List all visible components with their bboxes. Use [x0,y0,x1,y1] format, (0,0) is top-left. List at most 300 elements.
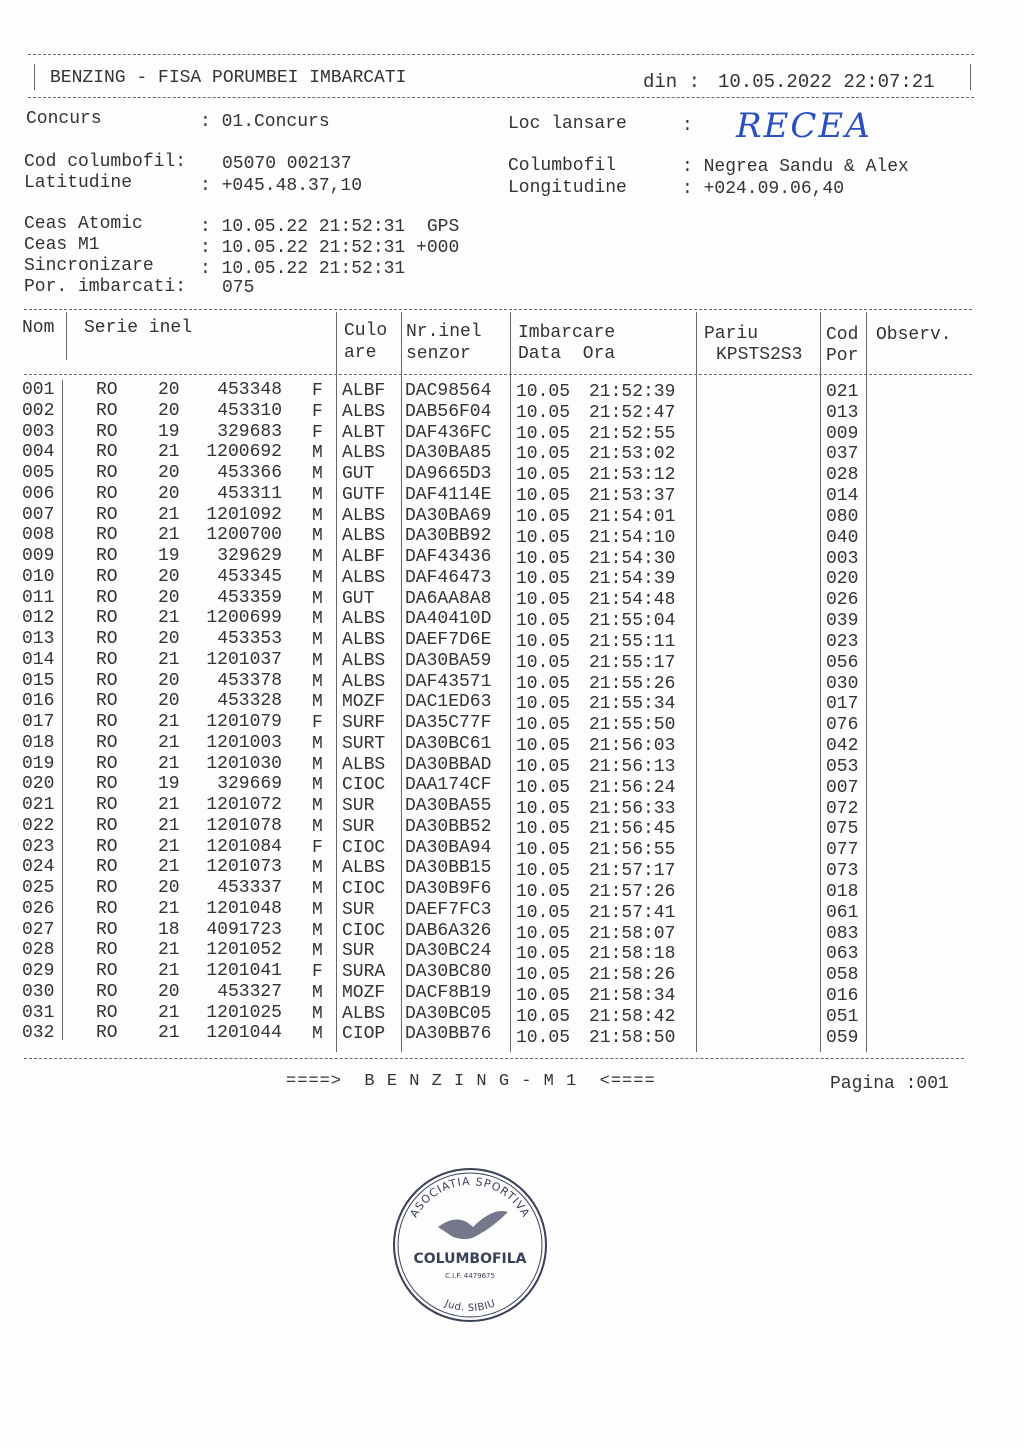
cell-nom: 009 [22,546,55,566]
cell-date: 10.05 [516,1027,571,1048]
cell-ring-number: 1201052 [206,940,282,961]
cell-country: RO [96,421,118,442]
cell-country: RO [96,857,118,878]
cell-year: 18 [158,919,180,940]
cell-nom: 014 [22,649,55,670]
divider [696,312,697,1052]
cell-time: 21:58:18 [589,944,676,965]
cell-time: 21:54:30 [589,548,676,569]
cell-sex: M [312,879,323,899]
cell-cod-por: 073 [826,861,859,882]
cell-country: RO [96,774,118,795]
cell-ring-number: 1201073 [206,857,282,878]
cell-cod-por: 040 [826,527,859,548]
cell-sex: M [312,692,323,713]
divider [866,312,867,1052]
cell-cod-por: 058 [826,965,859,986]
cell-color: ALBS [342,609,386,630]
cell-nom: 002 [22,400,55,421]
cell-country: RO [96,483,118,504]
imbarcati-label: Por. imbarcati: [24,277,187,297]
cell-sensor-id: DA30BA69 [405,505,492,526]
cell-cod-por: 021 [826,382,859,402]
cell-time: 21:57:26 [589,881,676,902]
cell-ring-number: 1201025 [206,1002,282,1023]
cell-ring-number: 1201044 [206,1023,282,1044]
cell-cod-por: 042 [826,736,859,757]
cell-country: RO [96,815,118,836]
cell-year: 19 [158,421,180,442]
cell-sex: M [312,816,323,837]
cell-country: RO [96,380,118,400]
cell-year: 21 [158,857,180,878]
cell-year: 20 [158,878,180,898]
cell-sensor-id: DAC1ED63 [405,692,492,713]
cell-ring-number: 329683 [217,421,282,442]
cell-sex: F [312,401,323,422]
cell-ring-number: 1200700 [206,525,282,546]
cell-ring-number: 1201078 [206,815,282,836]
col-header-culoare-2: are [344,343,377,363]
svg-text:ASOCIATIA SPORTIVA [407,1175,532,1220]
cell-cod-por: 051 [826,1006,859,1027]
cell-nom: 022 [22,815,55,836]
cell-time: 21:58:07 [589,923,676,944]
cell-cod-por: 014 [826,486,859,507]
cell-year: 21 [158,732,180,753]
cell-time: 21:53:37 [589,486,676,507]
sincronizare-value: : 10.05.22 21:52:31 [200,259,406,279]
col-header-pariu: Pariu [704,324,759,344]
cell-sex: M [312,650,323,671]
cell-time: 21:54:10 [589,527,676,548]
cell-nom: 029 [22,961,55,981]
cell-year: 21 [158,940,180,961]
cell-sensor-id: DA30BB52 [405,816,492,837]
handwritten-location: RECEA [736,106,872,146]
cell-country: RO [96,442,118,463]
cell-nom: 008 [22,525,55,546]
divider [24,1058,964,1059]
cell-time: 21:56:13 [589,756,676,777]
cell-country: RO [96,400,118,421]
cell-year: 20 [158,670,180,691]
cell-ring-number: 329669 [217,774,282,795]
cell-nom: 007 [22,504,55,525]
cell-country: RO [96,525,118,546]
cell-year: 21 [158,712,180,732]
cell-year: 21 [158,815,180,836]
cell-color: ALBS [342,671,386,692]
cell-time: 21:56:24 [589,777,676,798]
cell-sensor-id: DA30BA55 [405,796,492,816]
cell-sensor-id: DA9665D3 [405,464,492,484]
cell-cod-por: 003 [826,548,859,569]
cell-sensor-id: DA35C77F [405,713,492,733]
cell-ring-number: 1201048 [206,898,282,919]
divider [336,312,337,1052]
cell-date: 10.05 [516,402,571,423]
cell-sex: M [312,796,323,816]
cell-sex: M [312,526,323,547]
cell-sensor-id: DA30BB92 [405,526,492,547]
cell-sex: M [312,464,323,484]
svg-text:Jud. SIBIU [442,1298,497,1314]
stamp-main-text: COLUMBOFILA [413,1251,527,1267]
col-header-senzor: senzor [406,344,471,364]
cell-cod-por: 076 [826,715,859,736]
cell-nom: 028 [22,940,55,961]
page-number: Pagina :001 [830,1074,949,1094]
cell-country: RO [96,753,118,774]
cell-sensor-id: DAF46473 [405,567,492,588]
cell-nom: 005 [22,463,55,483]
divider [34,64,35,90]
cell-time: 21:52:47 [589,402,676,423]
cell-cod-por: 026 [826,590,859,611]
cell-cod-por: 072 [826,798,859,819]
cell-year: 21 [158,836,180,857]
cell-ring-number: 453359 [217,587,282,608]
cell-sex: M [312,630,323,650]
cell-nom: 015 [22,670,55,691]
cell-ring-number: 1200692 [206,442,282,463]
cell-date: 10.05 [516,840,571,861]
cell-date: 10.05 [516,736,571,757]
cell-cod-por: 007 [826,777,859,798]
cell-sex: M [312,899,323,920]
cell-sensor-id: DAA174CF [405,775,492,796]
cell-country: RO [96,940,118,961]
cell-color: ALBS [342,401,386,422]
cell-year: 21 [158,608,180,629]
cell-country: RO [96,546,118,566]
cell-sensor-id: DACF8B19 [405,982,492,1003]
ceas-m1-label: Ceas M1 [24,235,100,255]
cell-nom: 023 [22,836,55,857]
cell-cod-por: 077 [826,840,859,861]
cell-year: 20 [158,380,180,400]
cell-sex: M [312,982,323,1003]
cell-time: 21:58:42 [589,1006,676,1027]
cell-sex: M [312,547,323,567]
cell-time: 21:56:45 [589,819,676,840]
cell-nom: 026 [22,898,55,919]
cell-cod-por: 030 [826,673,859,694]
cell-ring-number: 4091723 [206,919,282,940]
cod-label: Cod columbofil: [24,152,187,172]
cell-nom: 031 [22,1002,55,1023]
cell-time: 21:55:11 [589,631,676,652]
cell-color: ALBS [342,567,386,588]
cell-ring-number: 453348 [217,380,282,400]
cell-nom: 021 [22,795,55,815]
association-stamp [390,1165,550,1325]
cell-date: 10.05 [516,986,571,1007]
cell-color: ALBS [342,1003,386,1024]
cell-ring-number: 1201030 [206,753,282,774]
cell-time: 21:56:55 [589,840,676,861]
cell-date: 10.05 [516,881,571,902]
cell-country: RO [96,795,118,815]
cell-time: 21:55:34 [589,694,676,715]
cell-date: 10.05 [516,444,571,465]
cell-sex: M [312,671,323,692]
cell-date: 10.05 [516,798,571,819]
cell-nom: 001 [22,380,55,400]
cell-cod-por: 059 [826,1027,859,1048]
cell-nom: 004 [22,442,55,463]
cell-sensor-id: DAF4114E [405,484,492,505]
cell-cod-por: 016 [826,986,859,1007]
cell-color: GUTF [342,484,386,505]
loc-label: Loc lansare [508,114,627,134]
cell-date: 10.05 [516,611,571,632]
cell-ring-number: 453353 [217,629,282,649]
cell-country: RO [96,1002,118,1023]
date-value: 10.05.2022 22:07:21 [718,71,935,93]
cell-ring-number: 453366 [217,463,282,483]
cell-date: 10.05 [516,715,571,736]
cell-color: CIOC [342,920,386,941]
cell-time: 21:54:01 [589,506,676,527]
cell-ring-number: 453345 [217,566,282,587]
cell-time: 21:58:50 [589,1027,676,1048]
latitude-label: Latitudine [24,173,133,193]
cell-country: RO [96,732,118,753]
cell-cod-por: 075 [826,819,859,840]
cell-nom: 016 [22,691,55,712]
cell-sex: M [312,941,323,962]
cell-cod-por: 013 [826,402,859,423]
cell-cod-por: 063 [826,944,859,965]
cell-sensor-id: DA30BC61 [405,733,492,754]
cell-date: 10.05 [516,861,571,882]
cell-color: SURT [342,733,386,754]
cell-country: RO [96,691,118,712]
cell-sensor-id: DA30BC05 [405,1003,492,1024]
cell-sensor-id: DAF436FC [405,422,492,443]
cell-year: 20 [158,629,180,649]
cell-nom: 011 [22,587,55,608]
cell-country: RO [96,712,118,732]
cell-sex: M [312,443,323,464]
cell-year: 20 [158,400,180,421]
cell-sex: M [312,733,323,754]
cell-sensor-id: DA30BB76 [405,1024,492,1045]
imbarcati-value: 075 [222,278,255,298]
cell-year: 21 [158,961,180,981]
cell-ring-number: 453328 [217,691,282,712]
cell-time: 21:53:12 [589,465,676,486]
cell-date: 10.05 [516,673,571,694]
divider [62,380,63,1040]
cell-ring-number: 1201041 [206,961,282,981]
cell-time: 21:54:48 [589,590,676,611]
cell-date: 10.05 [516,548,571,569]
divider [28,54,974,55]
cell-sex: M [312,1003,323,1024]
cell-year: 20 [158,691,180,712]
col-header-por: Por [826,346,859,366]
ceas-atomic-value: : 10.05.22 21:52:31 GPS [200,217,460,237]
cell-year: 19 [158,774,180,795]
cell-sex: M [312,1024,323,1045]
cell-cod-por: 009 [826,423,859,444]
cell-sex: F [312,381,323,401]
cell-sex: M [312,567,323,588]
cell-date: 10.05 [516,527,571,548]
cell-color: MOZF [342,692,386,713]
cell-cod-por: 083 [826,923,859,944]
cell-year: 20 [158,463,180,483]
cell-country: RO [96,919,118,940]
cell-date: 10.05 [516,777,571,798]
cell-color: GUT [342,588,375,609]
cell-color: SUR [342,941,375,962]
cell-ring-number: 329629 [217,546,282,566]
cell-date: 10.05 [516,423,571,444]
divider [401,312,402,1052]
date-label: din : [643,71,701,93]
cell-color: MOZF [342,982,386,1003]
latitude-value: : +045.48.37,10 [200,176,363,196]
cell-ring-number: 1201092 [206,504,282,525]
cell-time: 21:58:34 [589,986,676,1007]
cell-nom: 003 [22,421,55,442]
cell-sensor-id: DAB6A326 [405,920,492,941]
cell-time: 21:55:50 [589,715,676,736]
cell-color: ALBS [342,505,386,526]
columbofil-label: Columbofil [508,156,617,176]
cell-time: 21:54:39 [589,569,676,590]
cell-cod-por: 018 [826,881,859,902]
cell-date: 10.05 [516,486,571,507]
cell-time: 21:55:17 [589,652,676,673]
cell-cod-por: 037 [826,444,859,465]
cell-nom: 010 [22,566,55,587]
cell-sex: M [312,775,323,796]
cell-cod-por: 056 [826,652,859,673]
cell-sex: M [312,858,323,879]
cell-sensor-id: DAF43436 [405,547,492,567]
cell-ring-number: 453311 [217,483,282,504]
cell-color: CIOC [342,775,386,796]
cell-sex: M [312,920,323,941]
cell-year: 19 [158,546,180,566]
cell-cod-por: 061 [826,902,859,923]
cell-color: CIOP [342,1024,386,1045]
cell-sensor-id: DA30BC24 [405,941,492,962]
cell-country: RO [96,1023,118,1044]
cell-sex: M [312,754,323,775]
cell-color: ALBS [342,526,386,547]
col-header-nr-inel: Nr.inel [406,322,482,342]
cell-ring-number: 1201079 [206,712,282,732]
cell-country: RO [96,670,118,691]
cell-nom: 032 [22,1023,55,1044]
divider [66,312,67,360]
cell-time: 21:57:17 [589,861,676,882]
cell-sex: M [312,505,323,526]
col-header-cod: Cod [826,325,859,345]
cell-cod-por: 023 [826,631,859,652]
cell-color: ALBS [342,858,386,879]
cell-color: SURA [342,962,386,982]
col-header-culoare: Culo [344,321,388,341]
footer-title: ====> B E N Z I N G - M 1 <==== [286,1072,656,1091]
cell-year: 21 [158,504,180,525]
stamp-top-text: ASOCIATIA SPORTIVA [407,1174,533,1220]
cell-time: 21:56:33 [589,798,676,819]
ceas-m1-value: : 10.05.22 21:52:31 +000 [200,238,460,258]
cell-year: 21 [158,898,180,919]
cell-sex: F [312,713,323,733]
cell-sex: F [312,962,323,982]
divider [510,312,511,1052]
cell-date: 10.05 [516,965,571,986]
stamp-bottom-text: Jud. SIBIU [442,1298,497,1315]
cell-color: ALBS [342,630,386,650]
cell-country: RO [96,629,118,649]
cell-date: 10.05 [516,694,571,715]
cell-nom: 030 [22,981,55,1002]
concurs-label: Concurs [26,109,102,129]
cell-sensor-id: DA30BBAD [405,754,492,775]
cell-sex: F [312,422,323,443]
cell-nom: 012 [22,608,55,629]
divider [24,309,972,310]
cell-country: RO [96,961,118,981]
cell-color: SUR [342,899,375,920]
cell-color: CIOC [342,837,386,858]
col-header-serie: Serie inel [84,318,193,338]
cell-date: 10.05 [516,382,571,402]
sincronizare-label: Sincronizare [24,256,154,276]
cell-date: 10.05 [516,652,571,673]
cell-ring-number: 453310 [217,400,282,421]
cell-ring-number: 1201037 [206,649,282,670]
cell-date: 10.05 [516,506,571,527]
cell-sensor-id: DA30BB15 [405,858,492,879]
cell-sensor-id: DA30BA94 [405,837,492,858]
cell-time: 21:55:04 [589,611,676,632]
cell-time: 21:55:26 [589,673,676,694]
cell-ring-number: 453337 [217,878,282,898]
cell-country: RO [96,463,118,483]
cell-color: ALBS [342,650,386,671]
cell-sensor-id: DAF43571 [405,671,492,692]
concurs-value: : 01.Concurs [200,112,330,132]
cell-sex: F [312,837,323,858]
cell-sensor-id: DA30BA85 [405,443,492,464]
cell-ring-number: 1201072 [206,795,282,815]
cell-color: ALBS [342,754,386,775]
cell-time: 21:52:55 [589,423,676,444]
cell-date: 10.05 [516,465,571,486]
cell-date: 10.05 [516,569,571,590]
columbofil-value: : Negrea Sandu & Alex [682,157,909,177]
cell-cod-por: 028 [826,465,859,486]
cell-time: 21:56:03 [589,736,676,757]
col-header-kpsts2s3: KPSTS2S3 [716,345,803,365]
cell-nom: 013 [22,629,55,649]
cell-sex: M [312,484,323,505]
cell-date: 10.05 [516,590,571,611]
cell-nom: 019 [22,753,55,774]
cell-date: 10.05 [516,902,571,923]
cell-nom: 025 [22,878,55,898]
